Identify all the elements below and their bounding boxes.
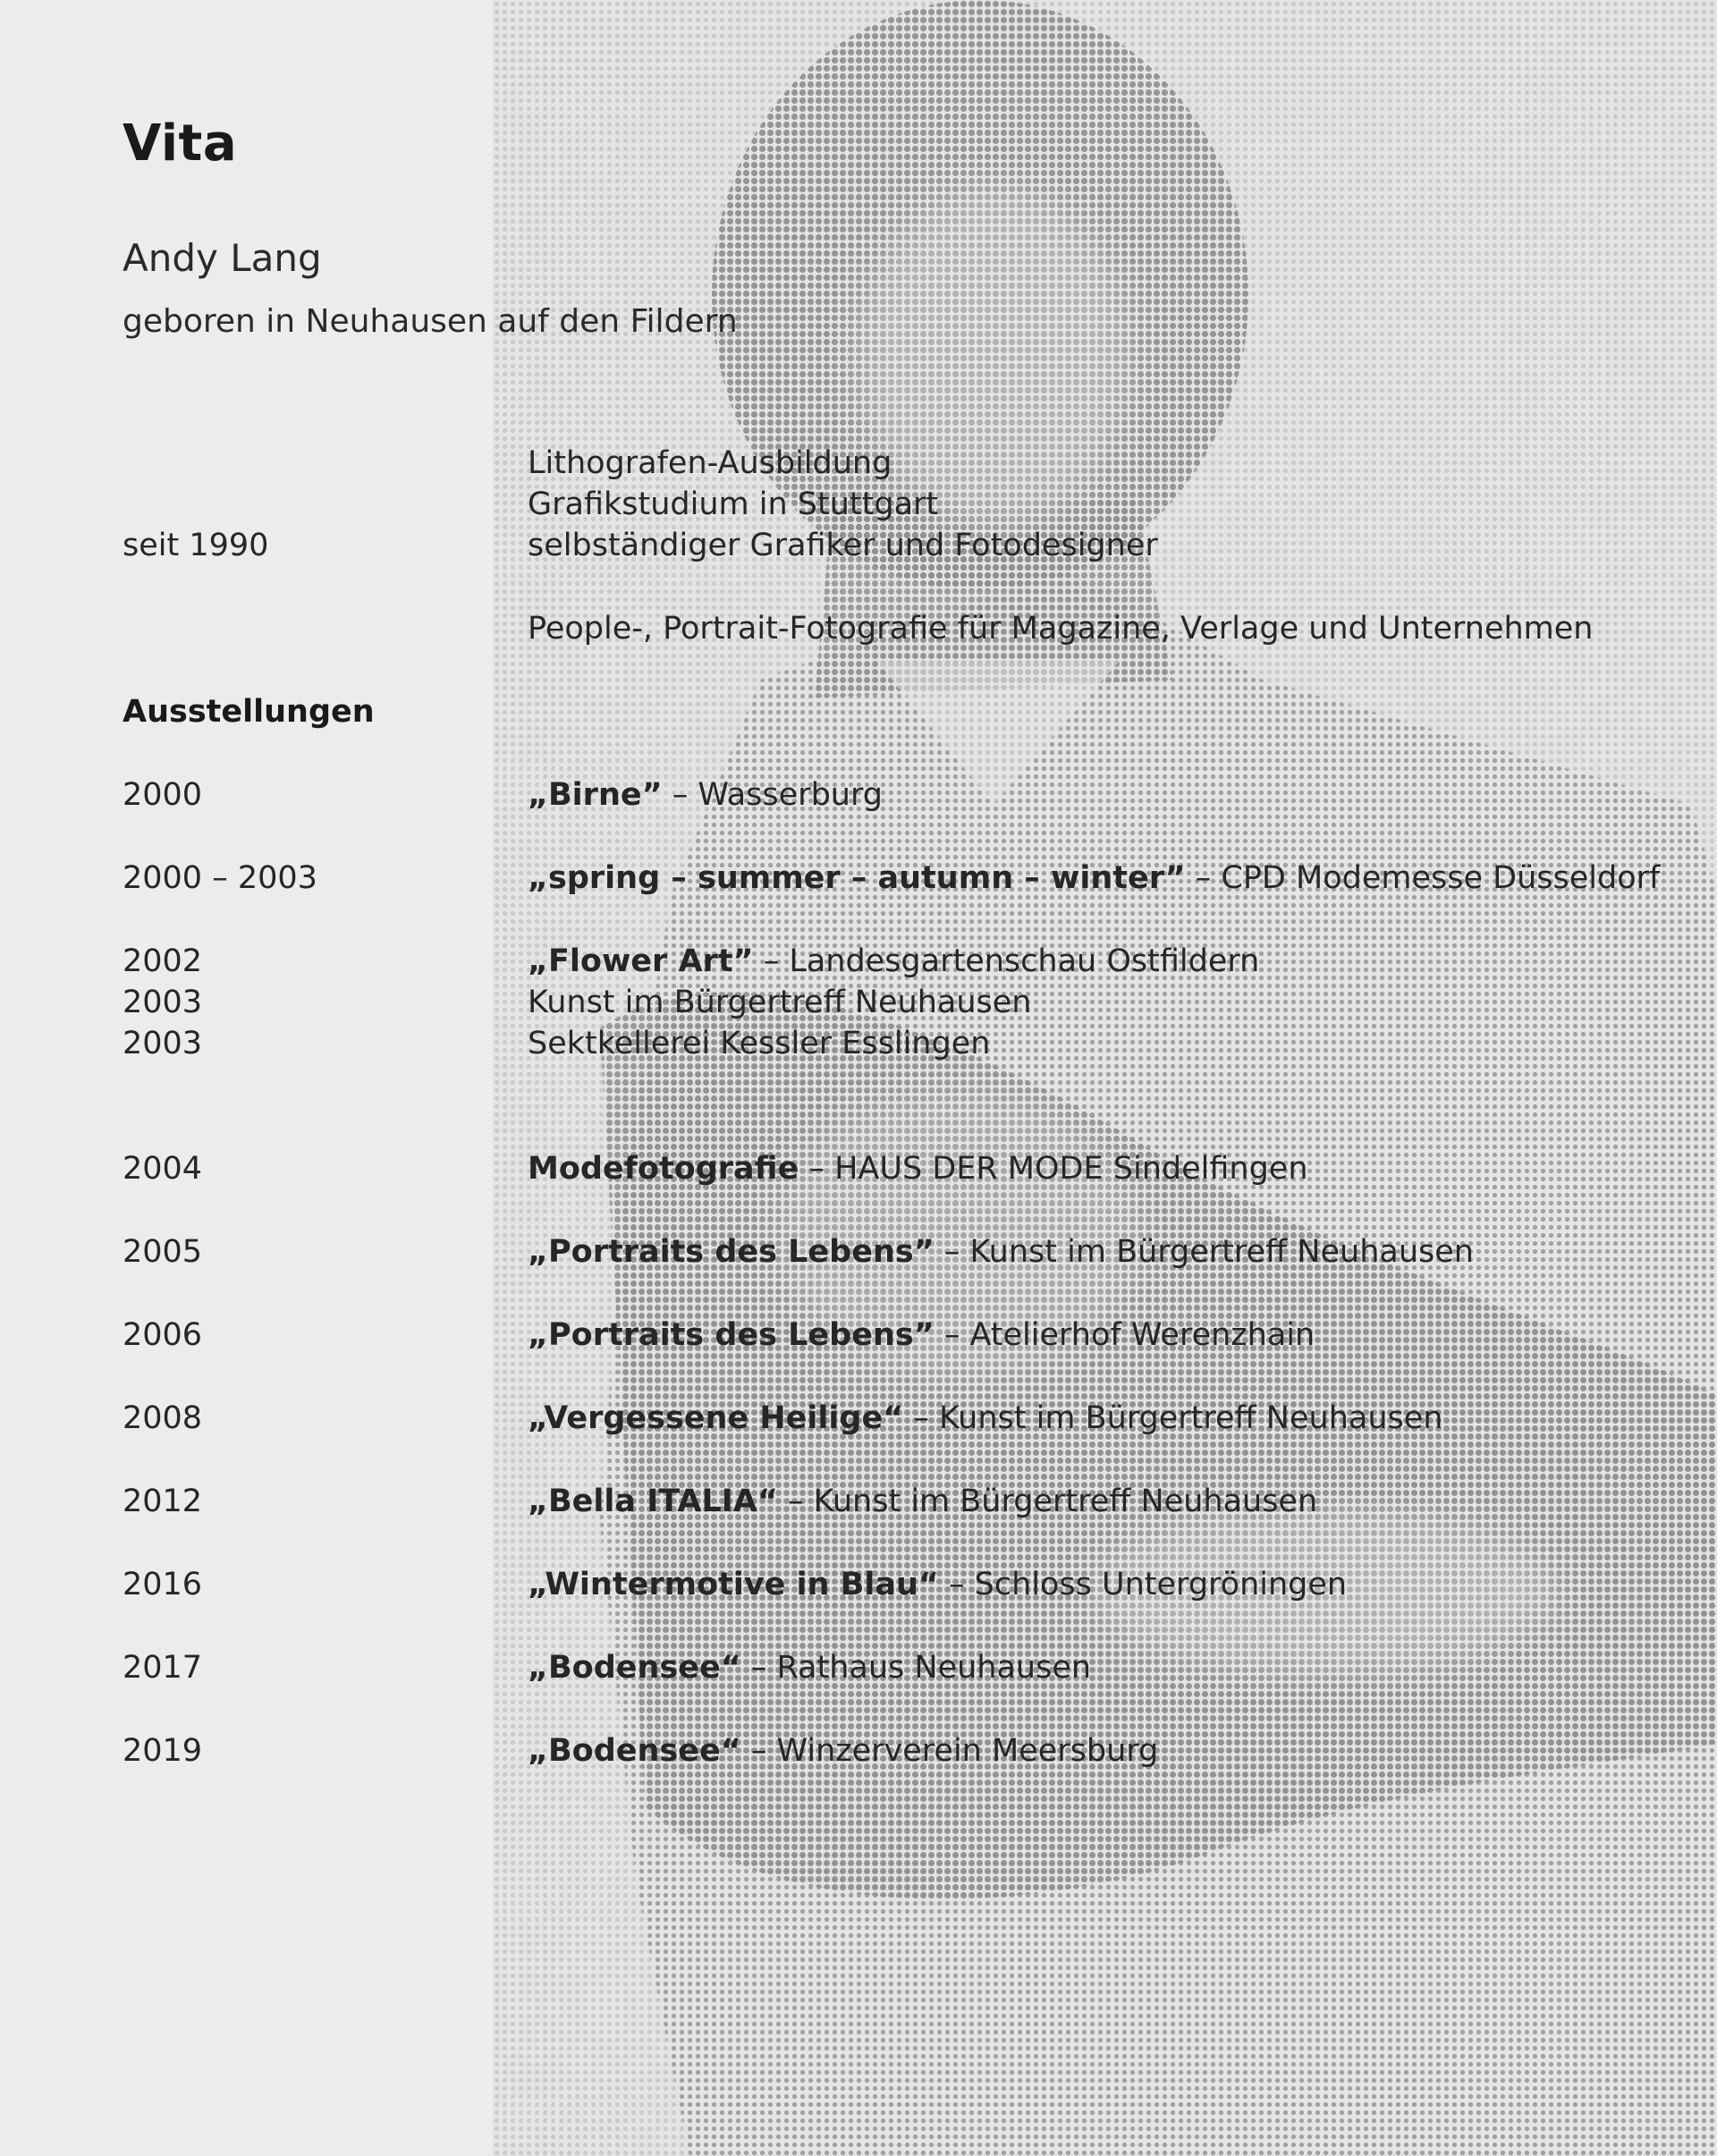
exhibition-title: Modefotografie <box>528 1151 799 1187</box>
exhibition-venue: – Rathaus Neuhausen <box>740 1650 1092 1686</box>
exhibition-entry <box>528 860 1660 896</box>
exhibition-year: 2012 <box>123 1484 203 1519</box>
exhibition-entry <box>528 1567 1347 1602</box>
exhibition-entry <box>528 1484 1317 1519</box>
exhibition-venue: – Schloss Untergröningen <box>938 1567 1348 1602</box>
exhibition-year: 2017 <box>123 1650 203 1686</box>
exhibition-title: „Portraits des Lebens” <box>528 1234 935 1270</box>
exhibition-title: „Wintermotive in Blau“ <box>528 1567 939 1602</box>
exhibition-year: 2006 <box>123 1317 203 1353</box>
exhibition-venue: – Kunst im Bürgertreff Neuhausen <box>777 1484 1318 1519</box>
exhibition-venue: – Landesgartenschau Ostfildern <box>753 943 1260 979</box>
exhibition-entry <box>528 1317 1315 1353</box>
exhibition-year: 2008 <box>123 1400 203 1436</box>
exhibition-year: 2019 <box>123 1733 203 1769</box>
exhibition-entry <box>528 943 1259 979</box>
exhibition-year: 2016 <box>123 1567 203 1602</box>
exhibition-year: 2004 <box>123 1151 203 1187</box>
exhibition-entry <box>528 985 1032 1020</box>
exhibitions-heading: Ausstellungen <box>123 694 375 730</box>
exhibition-entry <box>528 1151 1308 1187</box>
exhibition-year: 2000 <box>123 777 203 813</box>
exhibition-year: 2000 – 2003 <box>123 860 317 896</box>
exhibition-venue: Sektkellerei Kessler Esslingen <box>528 1026 991 1061</box>
exhibition-title: „Bella ITALIA“ <box>528 1484 778 1519</box>
exhibition-entry <box>528 1733 1158 1769</box>
exhibition-entry <box>528 1234 1474 1270</box>
exhibition-year: 2005 <box>123 1234 203 1270</box>
exhibition-venue: – Kunst im Bürgertreff Neuhausen <box>934 1234 1474 1270</box>
career-line-1: Lithografen-Ausbildung <box>528 445 892 481</box>
exhibition-year: 2003 <box>123 1026 203 1061</box>
exhibition-title: „Vergessene Heilige“ <box>528 1400 904 1436</box>
person-name: Andy Lang <box>123 236 322 280</box>
career-line-3: selbständiger Grafiker und Fotodesigner <box>528 528 1158 563</box>
exhibition-title: „Flower Art” <box>528 943 754 979</box>
exhibition-venue: – Winzerverein Meersburg <box>740 1733 1159 1769</box>
exhibition-venue: – Kunst im Bürgertreff Neuhausen <box>903 1400 1443 1436</box>
career-since-label: seit 1990 <box>123 528 269 563</box>
page-title: Vita <box>123 114 238 173</box>
exhibition-year: 2003 <box>123 985 203 1020</box>
exhibition-venue: Kunst im Bürgertreff Neuhausen <box>528 985 1032 1020</box>
birthplace-text: geboren in Neuhausen auf den Fildern <box>123 303 738 340</box>
career-line-2: Grafikstudium in Stuttgart <box>528 486 939 522</box>
exhibition-venue: – CPD Modemesse Düsseldorf <box>1185 860 1661 896</box>
exhibition-title: „Birne” <box>528 777 663 813</box>
exhibition-title: „Portraits des Lebens” <box>528 1317 935 1353</box>
exhibition-title: „Bodensee“ <box>528 1650 741 1686</box>
exhibition-entry <box>528 777 883 813</box>
exhibition-title: „Bodensee“ <box>528 1733 741 1769</box>
career-line-4: People-, Portrait-Fotografie für Magazine, Verlage und Unternehmen <box>528 611 1594 647</box>
exhibition-title: „spring – summer – autumn – winter” <box>528 860 1186 896</box>
exhibition-venue: – Atelierhof Werenzhain <box>934 1317 1315 1353</box>
exhibition-year: 2002 <box>123 943 203 979</box>
exhibition-venue: – HAUS DER MODE Sindelfingen <box>799 1151 1308 1187</box>
exhibition-venue: – Wasserburg <box>662 777 883 813</box>
exhibition-entry <box>528 1400 1442 1436</box>
exhibition-entry <box>528 1026 990 1061</box>
exhibition-entry <box>528 1650 1091 1686</box>
